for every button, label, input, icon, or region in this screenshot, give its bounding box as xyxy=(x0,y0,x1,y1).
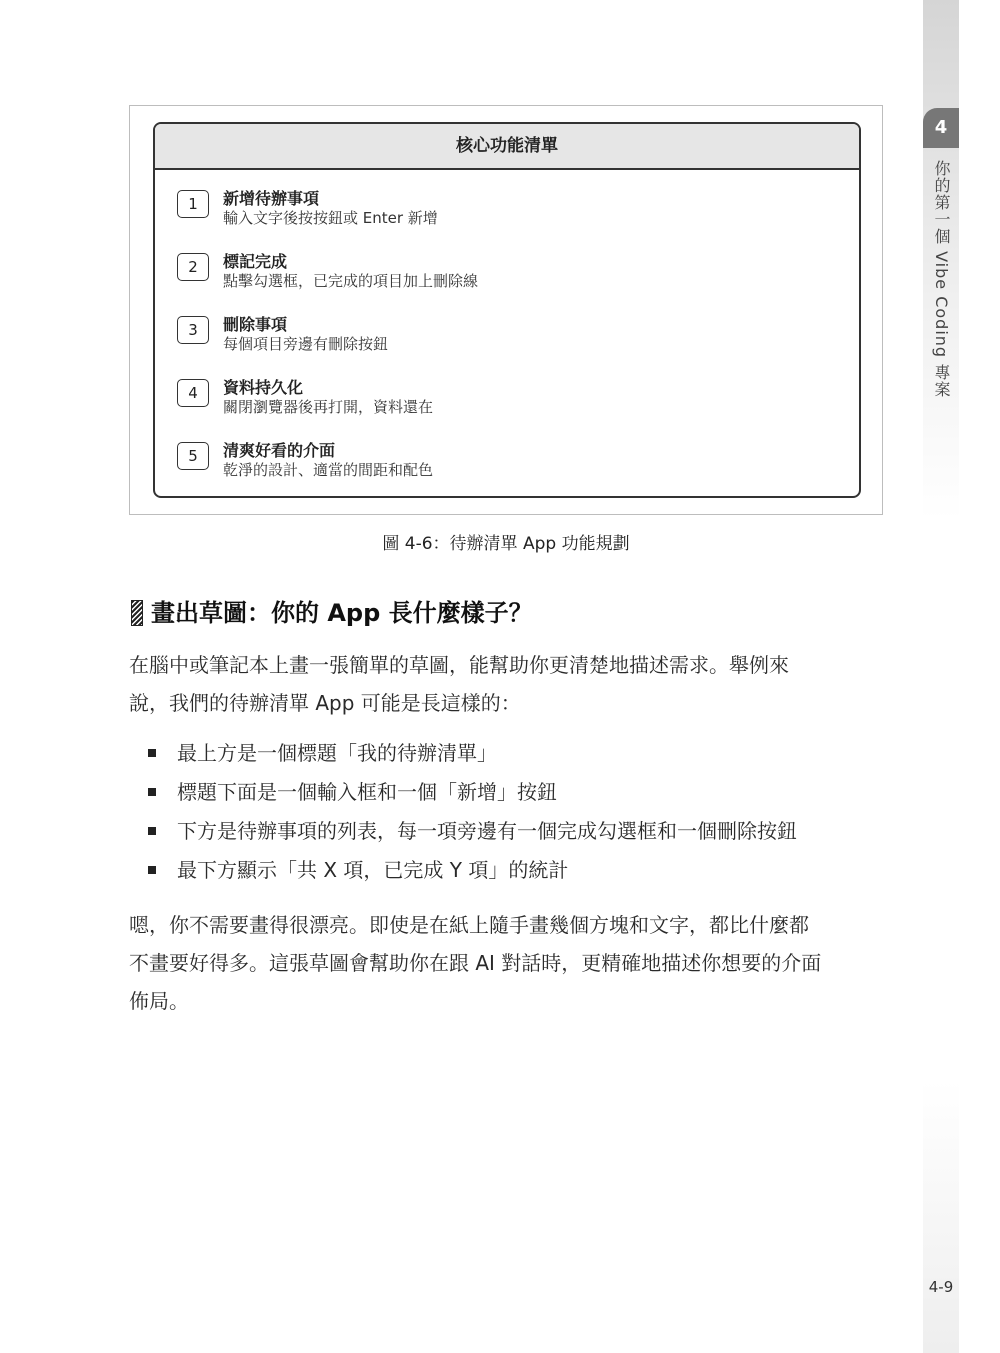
paragraph-line: 佈局。 xyxy=(129,989,189,1013)
bullet-text: 最下方顯示「共 X 項，已完成 Y 項」的統計 xyxy=(177,858,569,882)
list-item xyxy=(140,851,880,890)
paragraph-line: 說，我們的待辦清單 App 可能是長這樣的： xyxy=(129,691,521,715)
heading-bar-icon xyxy=(131,600,143,626)
feature-description: 輸入文字後按按鈕或 Enter 新增 xyxy=(223,209,438,227)
section-heading xyxy=(129,594,889,634)
feature-description: 每個項目旁邊有刪除按鈕 xyxy=(223,335,389,353)
feature-title: 刪除事項 xyxy=(223,315,288,334)
chapter-number-badge: 4 xyxy=(923,108,959,148)
paragraph-line: 嗯，你不需要畫得很漂亮。即使是在紙上隨手畫幾個方塊和文字，都比什麼都 xyxy=(129,913,809,937)
feature-number-badge: 5 xyxy=(177,442,209,470)
feature-title: 清爽好看的介面 xyxy=(223,441,336,460)
feature-description: 關閉瀏覽器後再打開，資料還在 xyxy=(223,398,434,416)
feature-item xyxy=(177,375,817,423)
list-item xyxy=(140,734,880,773)
panel-title: 核心功能清單 xyxy=(155,124,859,170)
feature-item xyxy=(177,438,817,486)
section-heading-text: 畫出草圖：你的 App 長什麼樣子？ xyxy=(151,599,533,627)
feature-number-badge: 3 xyxy=(177,316,209,344)
feature-item xyxy=(177,312,817,360)
square-bullet-icon xyxy=(148,866,156,874)
bullet-text: 標題下面是一個輸入框和一個「新增」按鈕 xyxy=(177,780,557,804)
figure-frame xyxy=(129,105,883,515)
paragraph-line: 在腦中或筆記本上畫一張簡單的草圖，能幫助你更清楚地描述需求。舉例來 xyxy=(129,653,789,677)
feature-panel xyxy=(153,122,861,498)
feature-item xyxy=(177,249,817,297)
feature-number-badge: 1 xyxy=(177,190,209,218)
chapter-title: 你的第一個 Vibe Coding 專案 xyxy=(932,160,951,399)
paragraph-line: 不畫要好得多。這張草圖會幫助你在跟 AI 對話時，更精確地描述你想要的介面 xyxy=(129,951,822,975)
list-item xyxy=(140,773,880,812)
square-bullet-icon xyxy=(148,788,156,796)
feature-number-badge: 4 xyxy=(177,379,209,407)
paragraph-intro xyxy=(129,646,885,722)
list-item xyxy=(140,812,880,851)
page-number: 4-9 xyxy=(928,1278,954,1296)
figure-caption: 圖 4-6：待辦清單 App 功能規劃 xyxy=(382,534,630,554)
square-bullet-icon xyxy=(148,749,156,757)
feature-title: 資料持久化 xyxy=(223,378,304,397)
feature-description: 點擊勾選框，已完成的項目加上刪除線 xyxy=(223,272,479,290)
paragraph-conclusion xyxy=(129,906,885,1020)
chapter-side-tab xyxy=(923,0,959,1353)
feature-description: 乾淨的設計、適當的間距和配色 xyxy=(223,461,434,479)
feature-title: 新增待辦事項 xyxy=(223,189,320,208)
sketch-bullet-list xyxy=(140,734,880,890)
bullet-text: 最上方是一個標題「我的待辦清單」 xyxy=(177,741,497,765)
feature-number-badge: 2 xyxy=(177,253,209,281)
feature-item xyxy=(177,186,817,234)
square-bullet-icon xyxy=(148,827,156,835)
feature-title: 標記完成 xyxy=(223,252,288,271)
bullet-text: 下方是待辦事項的列表，每一項旁邊有一個完成勾選框和一個刪除按鈕 xyxy=(177,819,797,843)
